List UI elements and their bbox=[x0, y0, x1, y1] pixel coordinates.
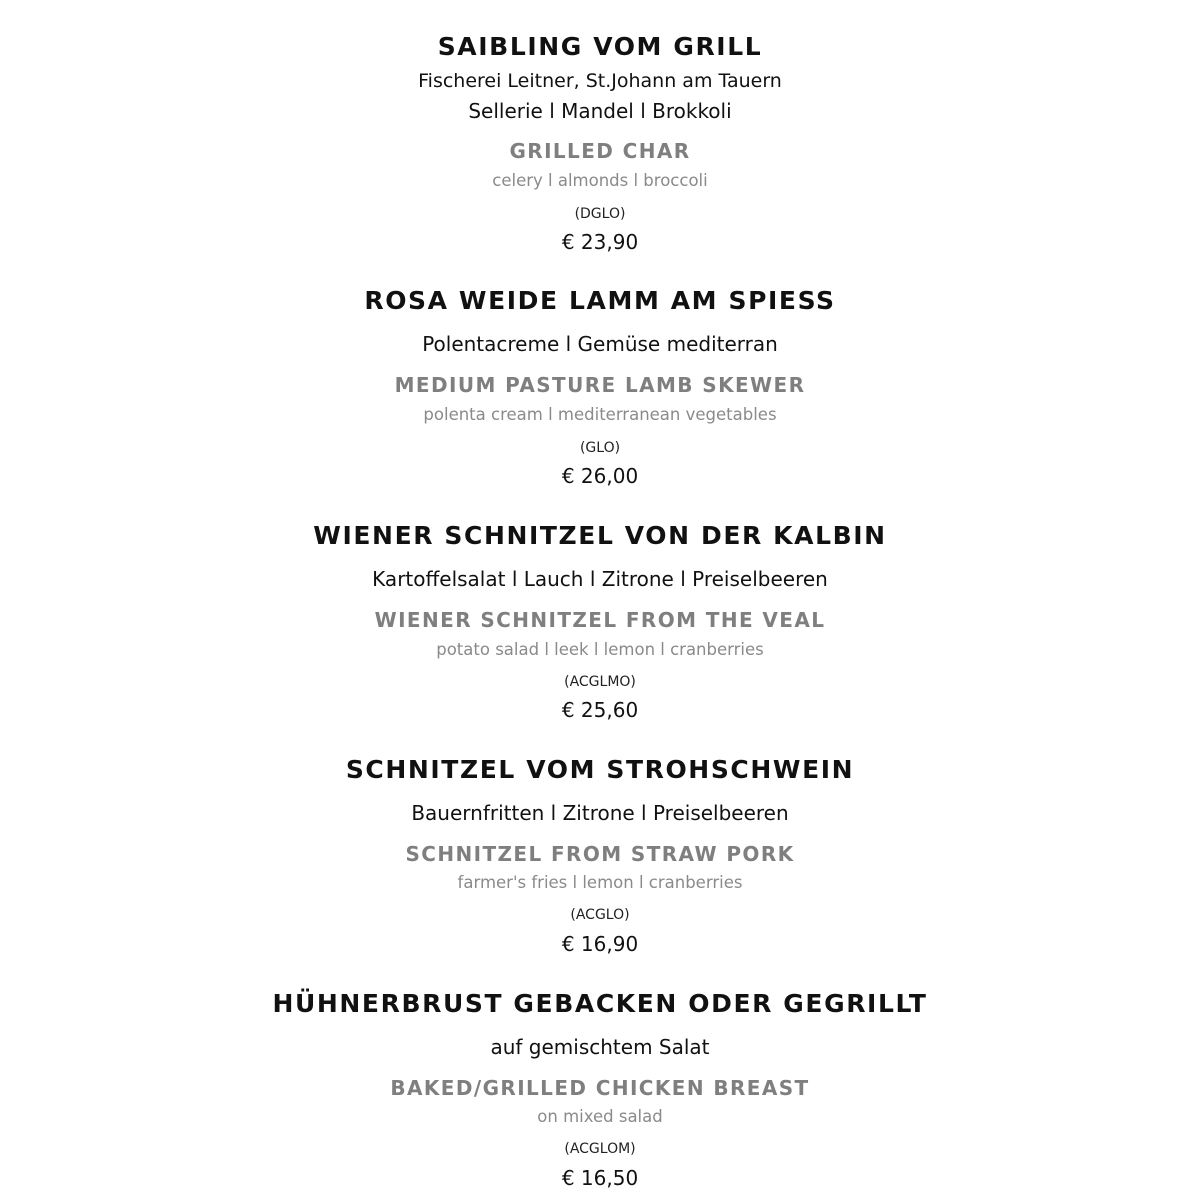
dish-title-en: SCHNITZEL FROM STRAW PORK bbox=[405, 842, 795, 866]
dish-origin: Fischerei Leitner, St.Johann am Tauern bbox=[418, 70, 782, 92]
dish-allergens: (ACGLOM) bbox=[564, 1141, 636, 1157]
dish-price: € 16,50 bbox=[561, 1166, 639, 1190]
dish-allergens: (ACGLMO) bbox=[564, 674, 636, 690]
dish-description-en: polenta cream l mediterranean vegetables bbox=[423, 405, 777, 424]
dish-allergens: (ACGLO) bbox=[570, 907, 630, 923]
dish-title-en: WIENER SCHNITZEL FROM THE VEAL bbox=[374, 608, 826, 632]
dish-price: € 23,90 bbox=[561, 230, 639, 254]
dish-allergens: (GLO) bbox=[579, 440, 621, 456]
dish-allergens: (DGLO) bbox=[574, 206, 626, 222]
dish-description-de: Polentacreme l Gemüse mediterran bbox=[422, 332, 778, 356]
dish-title-de: SCHNITZEL VOM STROHSCHWEIN bbox=[345, 755, 855, 784]
dish-description-en: potato salad l leek l lemon l cranberries bbox=[436, 640, 764, 659]
dish-title-de: ROSA WEIDE LAMM AM SPIESS bbox=[364, 286, 836, 315]
dish-title-en: BAKED/GRILLED CHICKEN BREAST bbox=[390, 1076, 810, 1100]
dish-price: € 25,60 bbox=[561, 698, 639, 722]
dish-title-de: HÜHNERBRUST GEBACKEN ODER GEGRILLT bbox=[272, 989, 928, 1018]
dish-title-de: WIENER SCHNITZEL VON DER KALBIN bbox=[313, 521, 887, 550]
dish-description-en: farmer's fries l lemon l cranberries bbox=[457, 873, 743, 892]
dish-description-de: Kartoffelsalat l Lauch l Zitrone l Preiselbeeren bbox=[372, 567, 828, 591]
dish-description-de: auf gemischtem Salat bbox=[490, 1035, 710, 1059]
dish-description-en: celery l almonds l broccoli bbox=[492, 171, 708, 190]
dish-description-de: Sellerie l Mandel l Brokkoli bbox=[468, 99, 732, 123]
dish-title-en: MEDIUM PASTURE LAMB SKEWER bbox=[394, 373, 806, 397]
dish-title-de: SAIBLING VOM GRILL bbox=[437, 32, 763, 61]
dish-description-de: Bauernfritten l Zitrone l Preiselbeeren bbox=[411, 801, 789, 825]
dish-price: € 26,00 bbox=[561, 464, 639, 488]
dish-title-en: GRILLED CHAR bbox=[509, 139, 691, 163]
dish-price: € 16,90 bbox=[561, 932, 639, 956]
dish-description-en: on mixed salad bbox=[537, 1107, 663, 1126]
